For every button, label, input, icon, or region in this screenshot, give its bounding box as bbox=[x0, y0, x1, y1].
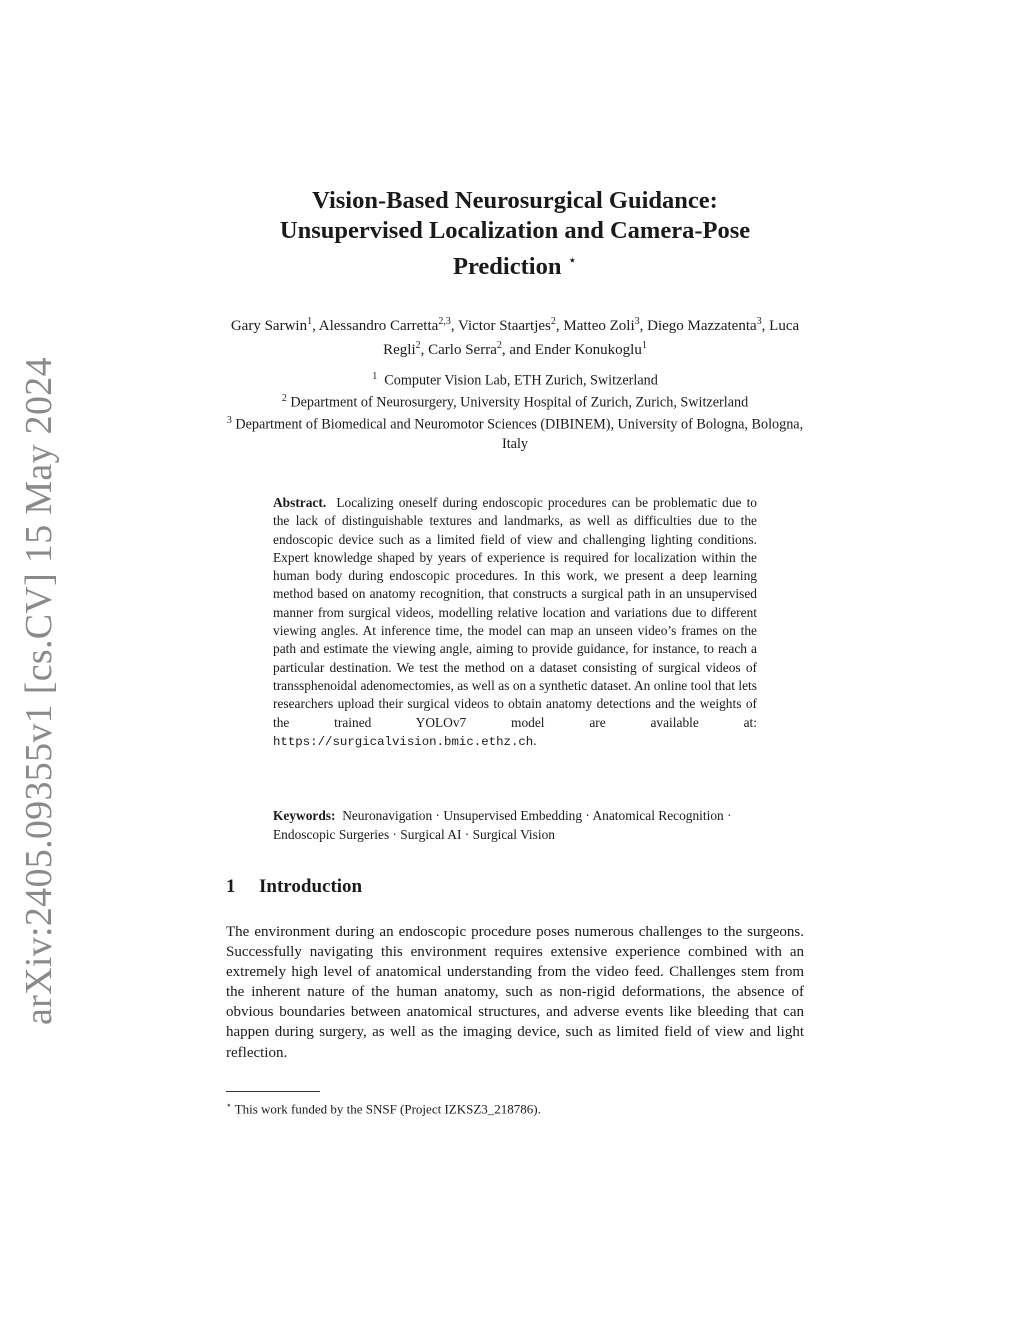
keywords bbox=[273, 806, 757, 844]
introduction-paragraph: The environment during an endoscopic procedure poses numerous challenges to the surgeons. Successfully navigating this environment requires extensive experience combined with an extremely high level of anatomical understanding from the video feed. Challenges stem from the inherent nature of the human anatomy, such as non-rigid deformations, the absence of obvious boundaries between anatomical structures, and adverse events like bleeding that can happen during surgery, as well as the imaging device, such as limited field of view and light reflection. bbox=[226, 924, 804, 1061]
author: Luca Regli$^2$ bbox=[383, 318, 800, 358]
title-line-2: Unsupervised Localization and Camera-Pose bbox=[279, 217, 751, 244]
abstract-text: Localizing oneself during endoscopic procedures can be problematic due to the lack of distinguishable textures and landmarks, as well as difficulties due to the endoscopic device such as a limited field of view and challenging lighting conditions. Expert knowledge shaped by years of experience is required for localization within the human body during endoscopic procedures. In this work, we present a deep learning method based on anatomy recognition, that constructs a surgical path in an unsupervised manner from surgical videos, modelling relative location and variations due to different viewing angles. At inference time, the model can map an unseen video’s frames on the path and estimate the viewing angle, aiming to provide guidance, for instance, to reach a particular destination. We test the method on a dataset consisting of surgical videos of transsphenoidal adenomectomies, as well as on a synthetic dataset. An online tool that lets researchers upload their surgical videos to obtain anatomy detections and the weights of the trained YOLOv7 model are available at: bbox=[273, 495, 757, 730]
keywords-label: Keywords: bbox=[273, 808, 336, 823]
author: Alessandro Carretta$^{2,3}$ bbox=[318, 316, 451, 334]
author: Victor Staartjes$^2$ bbox=[458, 316, 556, 334]
paper-title bbox=[230, 186, 800, 282]
affiliation-list bbox=[220, 368, 810, 453]
author: Diego Mazzatenta$^3$ bbox=[647, 316, 762, 334]
title-line-1: Vision-Based Neurosurgical Guidance: bbox=[312, 187, 718, 214]
footnote-mark: ⋆ bbox=[226, 1100, 232, 1110]
affiliation: $^2$ Department of Neurosurgery, University Hospital of Zurich, Zurich, Switzerland bbox=[281, 393, 749, 411]
abstract-label: Abstract. bbox=[273, 495, 327, 510]
author: Matteo Zoli$^3$ bbox=[563, 316, 640, 334]
title-footnote-mark: ⋆ bbox=[567, 253, 577, 269]
author: Carlo Serra$^2$ bbox=[428, 340, 502, 358]
affiliation: $^3$ Department of Biomedical and Neuromotor Sciences (DIBINEM), University of Bologna, Bologna, Italy bbox=[226, 415, 804, 452]
author: Ender Konukoglu$^1$ bbox=[534, 340, 647, 358]
keywords-text: Neuronavigation · Unsupervised Embedding · Anatomical Recognition · Endoscopic Surgeries · Surgical AI · Surgical Vision bbox=[273, 808, 732, 842]
section-number: 1 bbox=[226, 876, 236, 897]
footnote-text: This work funded by the SNSF (Project IZKSZ3_218786). bbox=[234, 1101, 541, 1117]
abstract: Abstract. Localizing oneself during endoscopic procedures can be problematic due to the lack of distinguishable textures and landmarks, as well as difficulties due to the endoscopic device such as a limited field of view and challenging lighting conditions. Expert knowledge shaped by years of experience is required for localization within the human body during endoscopic procedures. In this work, we present a deep learning method based on anatomy recognition, that constructs a surgical path in an unsupervised manner from surgical videos, modelling relative location and variations due to different viewing angles. At inference time, the model can map an unseen video’s frames on the path and estimate the viewing angle, aiming to provide guidance, for instance, to reach a particular destination. We test the method on a dataset consisting of surgical videos of transsphenoidal adenomectomies, as well as on a synthetic dataset. An online tool that lets researchers upload their surgical videos to obtain anatomy detections and the weights of the trained YOLOv7 model are available at: https://surgicalvision.bmic.ethz.ch. bbox=[273, 495, 757, 749]
tool-url-link[interactable]: https://surgicalvision.bmic.ethz.ch bbox=[273, 734, 534, 749]
title-line-3: Prediction bbox=[453, 253, 562, 281]
author: Gary Sarwin$^1$ bbox=[230, 316, 313, 334]
author-list: Gary Sarwin$^1$, Alessandro Carretta$^{2,3}$, Victor Staartjes$^2$, Matteo Zoli$^3$, Diego Mazzatenta$^3$, Luca Regli$^2$, Carlo Serra$^2$, and Ender Konukoglu$^1$ bbox=[230, 316, 800, 358]
footnote bbox=[226, 1097, 541, 1117]
section-heading bbox=[226, 876, 362, 898]
section-title: Introduction bbox=[259, 876, 363, 897]
arxiv-identifier-text: arXiv:2405.09355v1 [cs.CV] 15 May 2024 bbox=[18, 357, 60, 1025]
footnote-divider bbox=[226, 1091, 320, 1092]
affiliation: $^1$ Computer Vision Lab, ETH Zurich, Switzerland bbox=[372, 371, 658, 389]
